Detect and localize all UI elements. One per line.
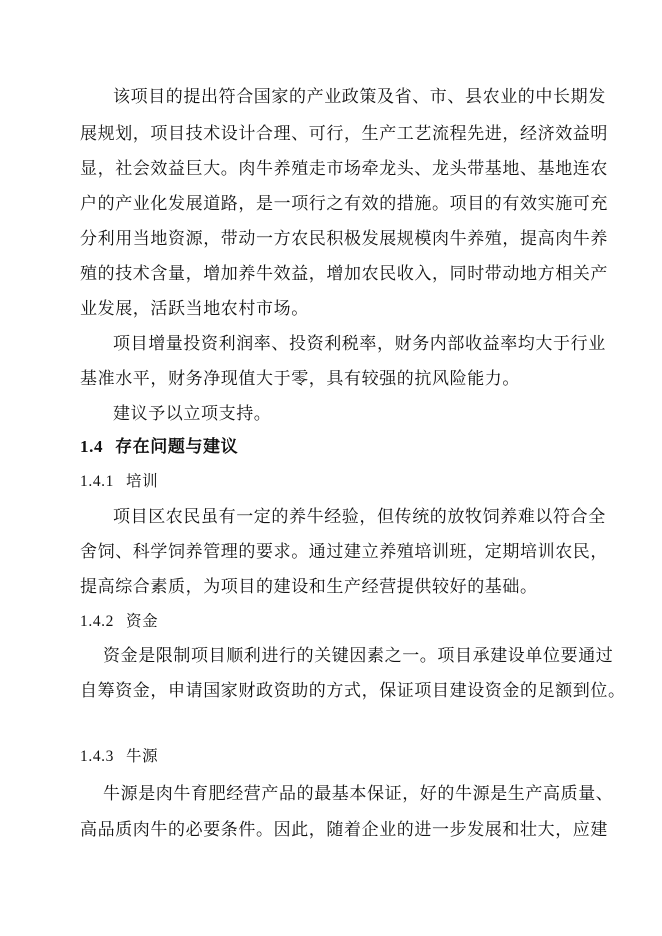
paragraph-line: 舍饲、科学饲养管理的要求。通过建立养殖培训班，定期培训农民，: [80, 542, 608, 562]
paragraph-line: 高品质肉牛的必要条件。因此，随着企业的进一步发展和壮大，应建: [80, 820, 608, 840]
paragraph-line: 提高综合素质，为项目的建设和生产经营提供较好的基础。: [80, 577, 538, 597]
subsection-title: 培训: [126, 472, 159, 490]
subsection-heading: [80, 470, 158, 493]
paragraph-line: 资金是限制项目顺利进行的关键因素之一。项目承建设单位要通过: [103, 646, 614, 666]
paragraph-line: 殖的技术含量，增加养牛效益，增加农民收入，同时带动地方相关产: [80, 264, 608, 284]
section-title: 存在问题与建议: [115, 437, 239, 457]
subsection-title: 资金: [126, 612, 159, 630]
subsection-title: 牛源: [126, 747, 159, 765]
paragraph-line: 该项目的提出符合国家的产业政策及省、市、县农业的中长期发: [113, 87, 606, 107]
paragraph-line: 建议予以立项支持。: [113, 404, 272, 424]
subsection-number: 1.4.2: [80, 613, 114, 630]
paragraph-line: 自筹资金，申请国家财政资助的方式，保证项目建设资金的足额到位。: [80, 681, 626, 701]
paragraph-line: 显，社会效益巨大。肉牛养殖走市场牵龙头、龙头带基地、基地连农: [80, 159, 608, 179]
paragraph-line: 业发展，活跃当地农村市场。: [80, 299, 309, 319]
paragraph-line: 项目增量投资利润率、投资利税率，财务内部收益率均大于行业: [113, 334, 606, 354]
subsection-number: 1.4.3: [80, 748, 114, 765]
paragraph-line: 户的产业化发展道路，是一项行之有效的措施。项目的有效实施可充: [80, 194, 608, 214]
paragraph-line: 展规划，项目技术设计合理、可行，生产工艺流程先进，经济效益明: [80, 124, 608, 144]
section-number: 1.4: [80, 437, 104, 456]
paragraph-line: 基准水平，财务净现值大于零，具有较强的抗风险能力。: [80, 369, 520, 389]
paragraph-line: 项目区农民虽有一定的养牛经验，但传统的放牧饲养难以符合全: [113, 507, 606, 527]
subsection-number: 1.4.1: [80, 473, 114, 490]
paragraph-line: 牛源是肉牛育肥经营产品的最基本保证，好的牛源是生产高质量、: [103, 784, 614, 804]
subsection-heading: [80, 610, 158, 633]
section-heading: [80, 436, 238, 458]
subsection-heading: [80, 745, 158, 768]
paragraph-line: 分利用当地资源，带动一方农民积极发展规模肉牛养殖，提高肉牛养: [80, 229, 608, 249]
